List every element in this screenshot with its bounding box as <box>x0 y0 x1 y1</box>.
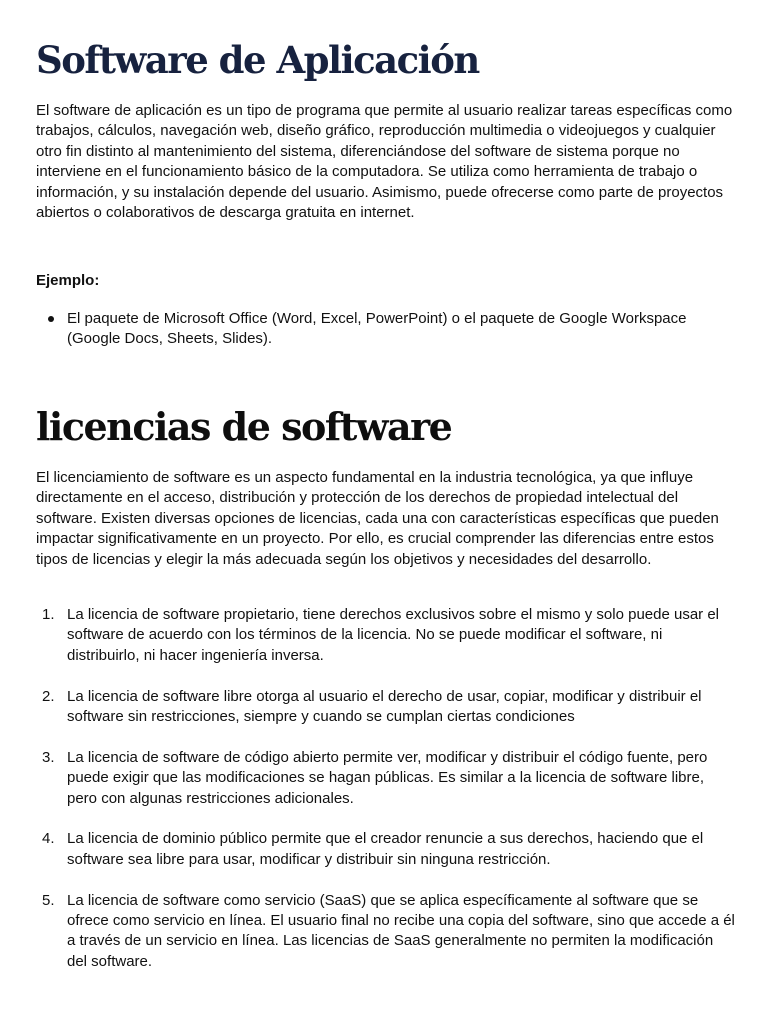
example-label: Ejemplo: <box>36 272 100 289</box>
list-item <box>36 829 736 870</box>
list-item-text: La licencia de software como servicio (SaaS) que se aplica específicamente al software que se ofrece como servicio en línea. El usuario final no recibe una copia del software, sino que accede a él a través de un servicio en línea. Las licencias de SaaS generalmente no permiten la modificación del software. <box>67 891 735 970</box>
list-item-text: La licencia de software propietario, tiene derechos exclusivos sobre el mismo y solo puede usar el software de acuerdo con los términos de la licencia. No se puede modificar el software, ni distribuirlo, ni hacer ingeniería inversa. <box>67 606 720 664</box>
paragraph-software-aplicacion: El software de aplicación es un tipo de programa que permite al usuario realizar tareas específicas como trabajos, cálculos, navegación web, diseño gráfico, reproducción multimedia o videojuegos y cualquier otro fin distinto al mantenimiento del sistema, diferenciándose del software de sistema porque no interviene en el funcionamiento básico de la computadora. Se utiliza como herramienta de trabajo o información, y su instalación depende del usuario. Asimismo, puede ofrecerse como parte de proyectos abiertos o colaborativos de descarga gratuita en internet. <box>36 102 733 222</box>
list-number: 2. <box>42 687 55 705</box>
list-number: 5. <box>42 891 55 909</box>
list-item <box>36 687 736 728</box>
list-item <box>36 748 736 809</box>
list-item-text: La licencia de software libre otorga al usuario el derecho de usar, copiar, modificar y distribuir el software sin restricciones, siempre y cuando se cumplan ciertas condiciones <box>67 687 702 726</box>
license-numbered-list <box>36 605 736 993</box>
list-item <box>36 891 736 973</box>
list-item-text: La licencia de dominio público permite que el creador renuncie a sus derechos, haciendo que el software sea libre para usar, modificar y distribuir sin ninguna restricción. <box>67 830 704 868</box>
list-number: 3. <box>42 748 55 766</box>
list-item-text: La licencia de software de código abierto permite ver, modificar y distribuir el código fuente, pero puede exigir que las modificaciones se hagan públicas. Es similar a la licencia de software libre, pero con algunas restricciones adicionales. <box>67 748 708 807</box>
bullet-item: El paquete de Microsoft Office (Word, Excel, PowerPoint) o el paquete de Google Workspace (Google Docs, Sheets, Slides). <box>36 309 736 350</box>
example-bullet-list <box>36 309 736 350</box>
section-title-licencias: licencias de software <box>36 404 452 449</box>
list-number: 1. <box>42 606 55 623</box>
paragraph-licencias: El licenciamiento de software es un aspecto fundamental en la industria tecnológica, ya que influye directamente en el acceso, distribución y protección de los derechos de propiedad intelectual del software. Existen diversas opciones de licencias, cada una con características específicas que pueden impactar significativamente en un proyecto. Por ello, es crucial comprender las diferencias entre estos tipos de licencias y elegir la más adecuada según los objetivos y necesidades del desarrollo. <box>36 469 719 568</box>
list-number: 4. <box>42 830 55 848</box>
list-item <box>36 605 736 666</box>
section-title-software-aplicacion: Software de Aplicación <box>36 38 479 82</box>
